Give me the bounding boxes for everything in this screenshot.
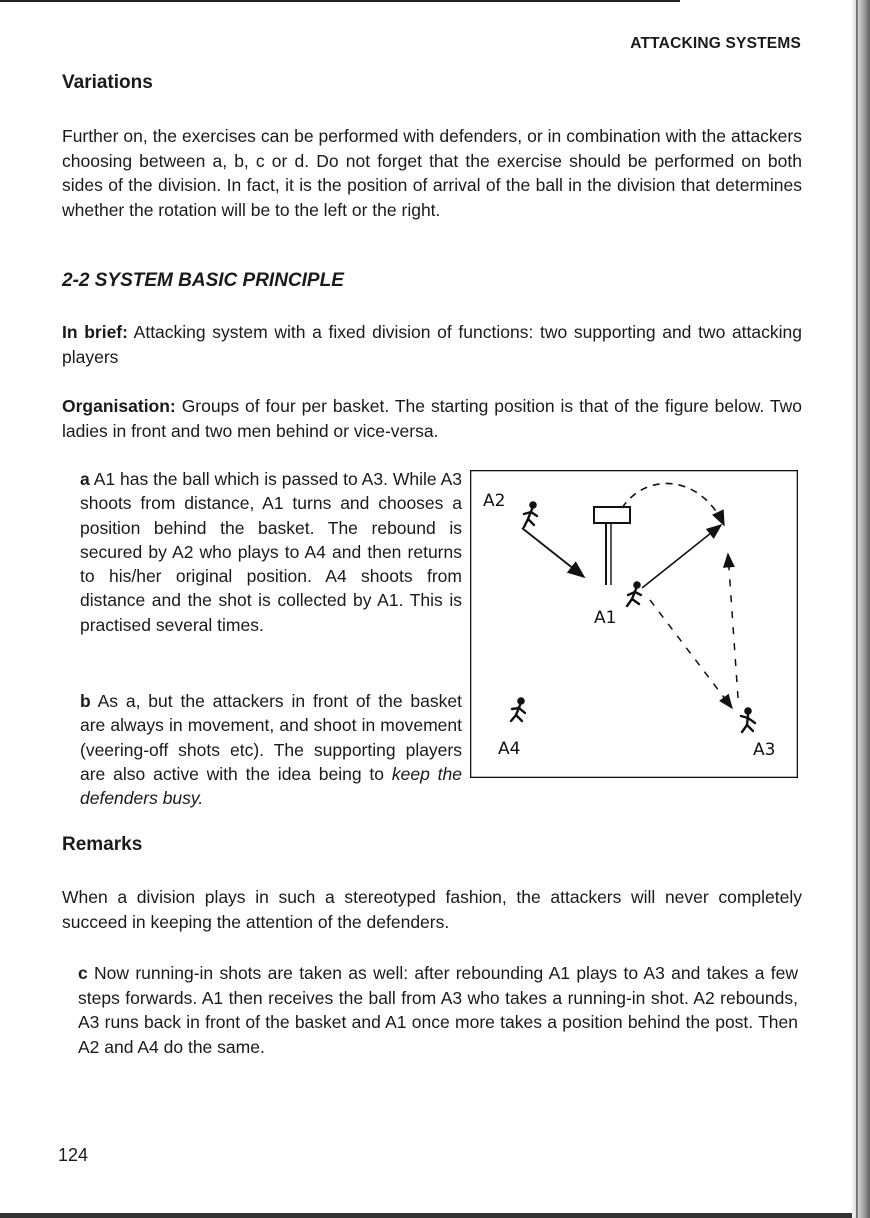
- book-spine-edge: [856, 0, 858, 1218]
- variations-heading: Variations: [62, 72, 153, 93]
- organisation-label: Organisation:: [62, 396, 176, 416]
- label-a1: A1: [594, 608, 617, 628]
- label-a3: A3: [753, 740, 776, 760]
- item-a-paragraph: [80, 467, 462, 637]
- item-c-paragraph: [78, 961, 798, 1059]
- player-figure-a4: [511, 698, 525, 721]
- basket-backboard: [594, 507, 630, 523]
- item-b-paragraph: [80, 689, 462, 810]
- item-c-text: Now running-in shots are taken as well: after rebounding A1 plays to A3 and takes a few steps forwards. A1 then receives the ball from A3 who takes a running-in shot. A2 rebounds, A3 runs back in front of the basket and A1 once more takes a position behind the post. Then A2 and A4 do the same.: [78, 963, 798, 1057]
- label-a4: A4: [498, 739, 521, 759]
- item-b-emphasis: keep the defenders busy.: [80, 763, 462, 809]
- dashed-run-a1-a3: [650, 600, 732, 708]
- organisation-text: Groups of four per basket. The starting position is that of the figure below. Two ladies in front and two men behind or vice-versa.: [62, 396, 802, 441]
- item-b-marker: b: [80, 691, 91, 711]
- diagram-frame: [471, 471, 798, 778]
- in-brief-text: Attacking system with a fixed division of functions: two supporting and two attacking players: [62, 322, 802, 367]
- book-spine-shadow: [852, 0, 870, 1218]
- remarks-paragraph: When a division plays in such a stereotyped fashion, the attackers will never completely succeed in keeping the attention of the defenders.: [62, 887, 802, 932]
- label-a2: A2: [483, 491, 506, 511]
- player-figure-a1: [627, 582, 641, 606]
- item-c-marker: c: [78, 963, 88, 983]
- bottom-border-line: [0, 1213, 852, 1218]
- variations-paragraph: Further on, the exercises can be performed with defenders, or in combination with the attackers choosing between a, b, c or d. Do not forget that the exercise should be performed on both sides of the division. In fact, it is the position of arrival of the ball in the division that determines whether the rotation will be to the left or the right.: [62, 126, 802, 220]
- section-heading: 2-2 SYSTEM BASIC PRINCIPLE: [62, 270, 344, 291]
- item-b-text: As a, but the attackers in front of the basket are always in movement, and shoot in movement (veering-off shots etc). The supporting players are also active with the idea being to: [80, 691, 462, 784]
- top-border-line: [0, 0, 680, 2]
- basketball-drill-diagram: [470, 470, 798, 778]
- player-figure-a3: [741, 708, 755, 732]
- pass-arrow-a2: [522, 528, 584, 577]
- dashed-run-arc: [622, 483, 724, 525]
- item-a-marker: a: [80, 469, 90, 489]
- item-a-text: A1 has the ball which is passed to A3. While A3 shoots from distance, A1 turns and chooses a position behind the basket. The rebound is secured by A2 who plays to A4 and then returns to his/her original position. A4 shoots from distance and the shot is collected by A1. This is practised several times.: [80, 469, 462, 635]
- dashed-run-a3-up: [728, 554, 738, 698]
- page-number: 124: [58, 1145, 89, 1165]
- in-brief-label: In brief:: [62, 322, 128, 342]
- player-figure-a2: [524, 502, 537, 527]
- remarks-heading: Remarks: [62, 834, 143, 855]
- running-header: ATTACKING SYSTEMS: [630, 35, 801, 52]
- organisation-paragraph: [62, 394, 802, 443]
- pass-arrow-a1: [642, 525, 721, 588]
- in-brief-paragraph: [62, 320, 802, 369]
